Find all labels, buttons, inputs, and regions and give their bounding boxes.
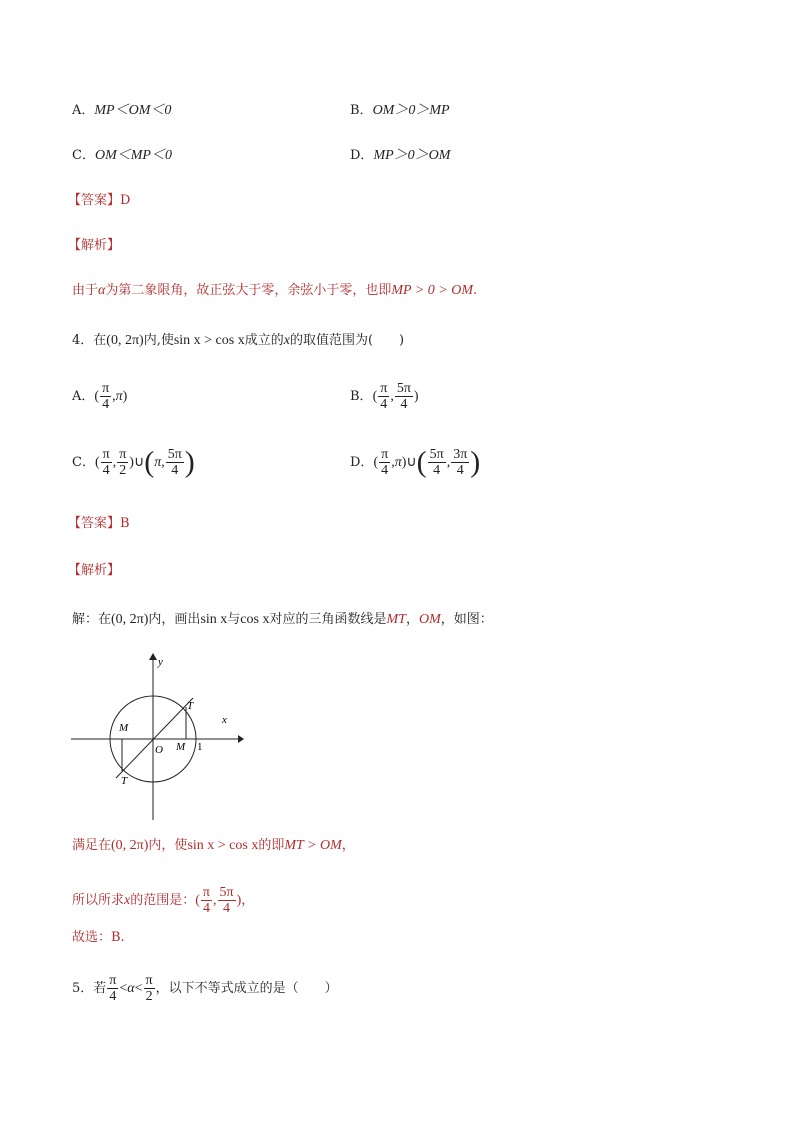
denominator: 4	[400, 397, 408, 412]
numerator: π	[102, 381, 110, 396]
text: 5．若	[72, 981, 107, 996]
option-expr: OM＜MP＜0	[94, 148, 172, 163]
variable: x	[124, 893, 131, 908]
sin-expr: sin x	[200, 612, 228, 627]
q3-analysis-text	[72, 283, 477, 299]
answer-tag: 【答案】	[68, 193, 121, 208]
answer-tag: 【答案】	[68, 516, 121, 531]
numerator: 5π	[429, 447, 444, 462]
numerator: 5π	[219, 885, 234, 900]
paren: (	[94, 389, 100, 404]
denominator: 4	[223, 901, 231, 916]
q4-choose: 故选：B.	[72, 930, 125, 945]
paren: )	[401, 455, 407, 470]
pi: π	[394, 455, 402, 470]
q4-analysis-tag: 【解析】	[68, 563, 121, 578]
x-axis-arrow	[238, 735, 244, 743]
text: ，	[241, 893, 255, 908]
text: 的即	[258, 838, 285, 853]
q4-option-a	[72, 380, 127, 414]
paren: (	[373, 455, 379, 470]
option-expr: MP＜OM＜0	[94, 103, 172, 118]
interval: (0, 2π)	[111, 612, 149, 627]
paren: (	[195, 893, 200, 908]
denominator: 4	[456, 463, 464, 478]
om-label: OM	[418, 612, 441, 627]
denominator: 4	[433, 463, 441, 478]
denominator: 2	[119, 463, 127, 478]
q3-option-d	[350, 148, 450, 164]
numerator: 5π	[167, 447, 182, 462]
fraction	[107, 973, 118, 1004]
text: 成立的	[244, 333, 284, 348]
text: 由于	[72, 283, 99, 298]
fraction	[201, 885, 212, 916]
q4-solution-line	[72, 612, 493, 628]
big-paren: )	[184, 445, 195, 479]
paren: (	[372, 389, 378, 404]
label-t-top: T	[187, 700, 194, 712]
text: 的取值范围为( )	[289, 333, 405, 348]
option-expr: OM＞0＞MP	[372, 103, 450, 118]
label-y: y	[158, 656, 163, 668]
option-label: B．	[350, 389, 373, 404]
answer-value: B	[120, 516, 130, 531]
text: 4．在	[72, 333, 107, 348]
option-label: D．	[350, 455, 374, 470]
comma: ,	[446, 455, 451, 470]
q3-option-b	[350, 103, 450, 119]
text: 内,使	[143, 333, 174, 348]
comma: ,	[112, 389, 116, 404]
q4-answer	[68, 516, 130, 532]
denominator: 4	[109, 989, 117, 1004]
alpha-symbol: α	[98, 283, 106, 298]
lt-symbol: <	[134, 981, 143, 996]
fraction	[218, 885, 236, 916]
text: 解：在	[72, 612, 112, 627]
denominator: 2	[145, 989, 153, 1004]
fraction	[117, 447, 128, 478]
numerator: π	[145, 973, 153, 988]
answer-value: D	[120, 193, 131, 208]
numerator: π	[380, 381, 388, 396]
fraction	[100, 381, 111, 412]
label-one: 1	[197, 741, 203, 753]
denominator: 4	[380, 397, 388, 412]
comma: ,	[391, 455, 395, 470]
label-m-left: M	[119, 722, 129, 734]
q3-answer	[68, 193, 130, 209]
numerator: π	[109, 973, 117, 988]
q3-option-a	[72, 103, 171, 119]
numerator: 5π	[396, 381, 411, 396]
inequality: MT > OM	[284, 838, 342, 853]
label-x: x	[222, 714, 227, 726]
option-label: A．	[72, 103, 95, 118]
paren: )	[236, 893, 242, 908]
paren: (	[94, 455, 100, 470]
q4-option-d	[350, 445, 480, 481]
numerator: π	[119, 447, 127, 462]
text: 内，使	[148, 838, 188, 853]
numerator: π	[202, 885, 210, 900]
fraction	[166, 447, 184, 478]
denominator: 4	[381, 463, 389, 478]
q4-range-line	[72, 884, 254, 918]
q3-option-c	[72, 148, 172, 164]
unit-circle-figure	[66, 650, 246, 825]
denominator: 4	[102, 397, 110, 412]
denominator: 4	[171, 463, 179, 478]
numerator: π	[381, 447, 389, 462]
inequality: sin x > cos x	[187, 838, 259, 853]
inequality: MP > 0 > OM	[391, 283, 474, 298]
text: ，如图：	[440, 612, 493, 627]
inequality: sin x > cos x	[173, 333, 245, 348]
lt-symbol: <	[119, 981, 128, 996]
q4-option-b	[350, 380, 419, 414]
y-axis-arrow	[149, 653, 157, 660]
option-label: B．	[350, 103, 373, 118]
big-paren: )	[470, 445, 481, 479]
fraction	[451, 447, 469, 478]
text: 为第二象限角，故正弦大于零，余弦小于零，也即	[105, 283, 392, 298]
fraction	[395, 381, 413, 412]
text: 内，画出	[148, 612, 201, 627]
mt-label: MT	[386, 612, 406, 627]
label-o: O	[155, 744, 163, 756]
text: 的范围是：	[130, 893, 196, 908]
fraction	[378, 381, 389, 412]
option-label: A．	[72, 389, 95, 404]
numerator: 3π	[453, 447, 468, 462]
comma: ,	[390, 389, 394, 404]
paren: )	[413, 389, 419, 404]
big-paren: (	[416, 445, 427, 479]
numerator: π	[102, 447, 110, 462]
variable: x	[283, 333, 290, 348]
pi: π	[115, 389, 123, 404]
option-label: C．	[72, 455, 95, 470]
label-m-right: M	[176, 741, 186, 753]
terminal-line	[116, 698, 193, 778]
text: ，以下不等式成立的是（ ）	[155, 981, 338, 996]
comma: ,	[213, 893, 217, 908]
interval: (0, 2π)	[106, 333, 144, 348]
q3-analysis-tag: 【解析】	[68, 238, 121, 253]
q5-stem	[72, 972, 338, 1006]
q4-stem	[72, 333, 404, 349]
cos-expr: cos x	[240, 612, 270, 627]
pi: π	[154, 455, 162, 470]
fraction	[428, 447, 446, 478]
comma: ,	[161, 455, 165, 470]
comma: ,	[112, 455, 117, 470]
label-t-bottom: T	[121, 775, 128, 787]
q4-condition-line	[72, 838, 355, 854]
interval: (0, 2π)	[111, 838, 149, 853]
text: 对应的三角函数线是	[269, 612, 387, 627]
paren: )	[122, 389, 128, 404]
fraction	[101, 447, 112, 478]
union-symbol: ∪	[406, 455, 417, 470]
paren: )	[129, 455, 134, 470]
big-paren: (	[144, 445, 155, 479]
text: ，	[341, 838, 355, 853]
text: ，	[405, 612, 419, 627]
text: 满足在	[72, 838, 112, 853]
option-label: D．	[350, 148, 374, 163]
text: 与	[227, 612, 241, 627]
q4-option-c	[72, 445, 195, 481]
text: .	[473, 283, 478, 298]
alpha-symbol: α	[127, 981, 135, 996]
option-expr: MP＞0＞OM	[373, 148, 451, 163]
fraction	[379, 447, 390, 478]
fraction	[144, 973, 155, 1004]
denominator: 4	[102, 463, 110, 478]
union-symbol: ∪	[133, 455, 145, 470]
denominator: 4	[202, 901, 210, 916]
text: 所以所求	[72, 893, 125, 908]
option-label: C．	[72, 148, 95, 163]
